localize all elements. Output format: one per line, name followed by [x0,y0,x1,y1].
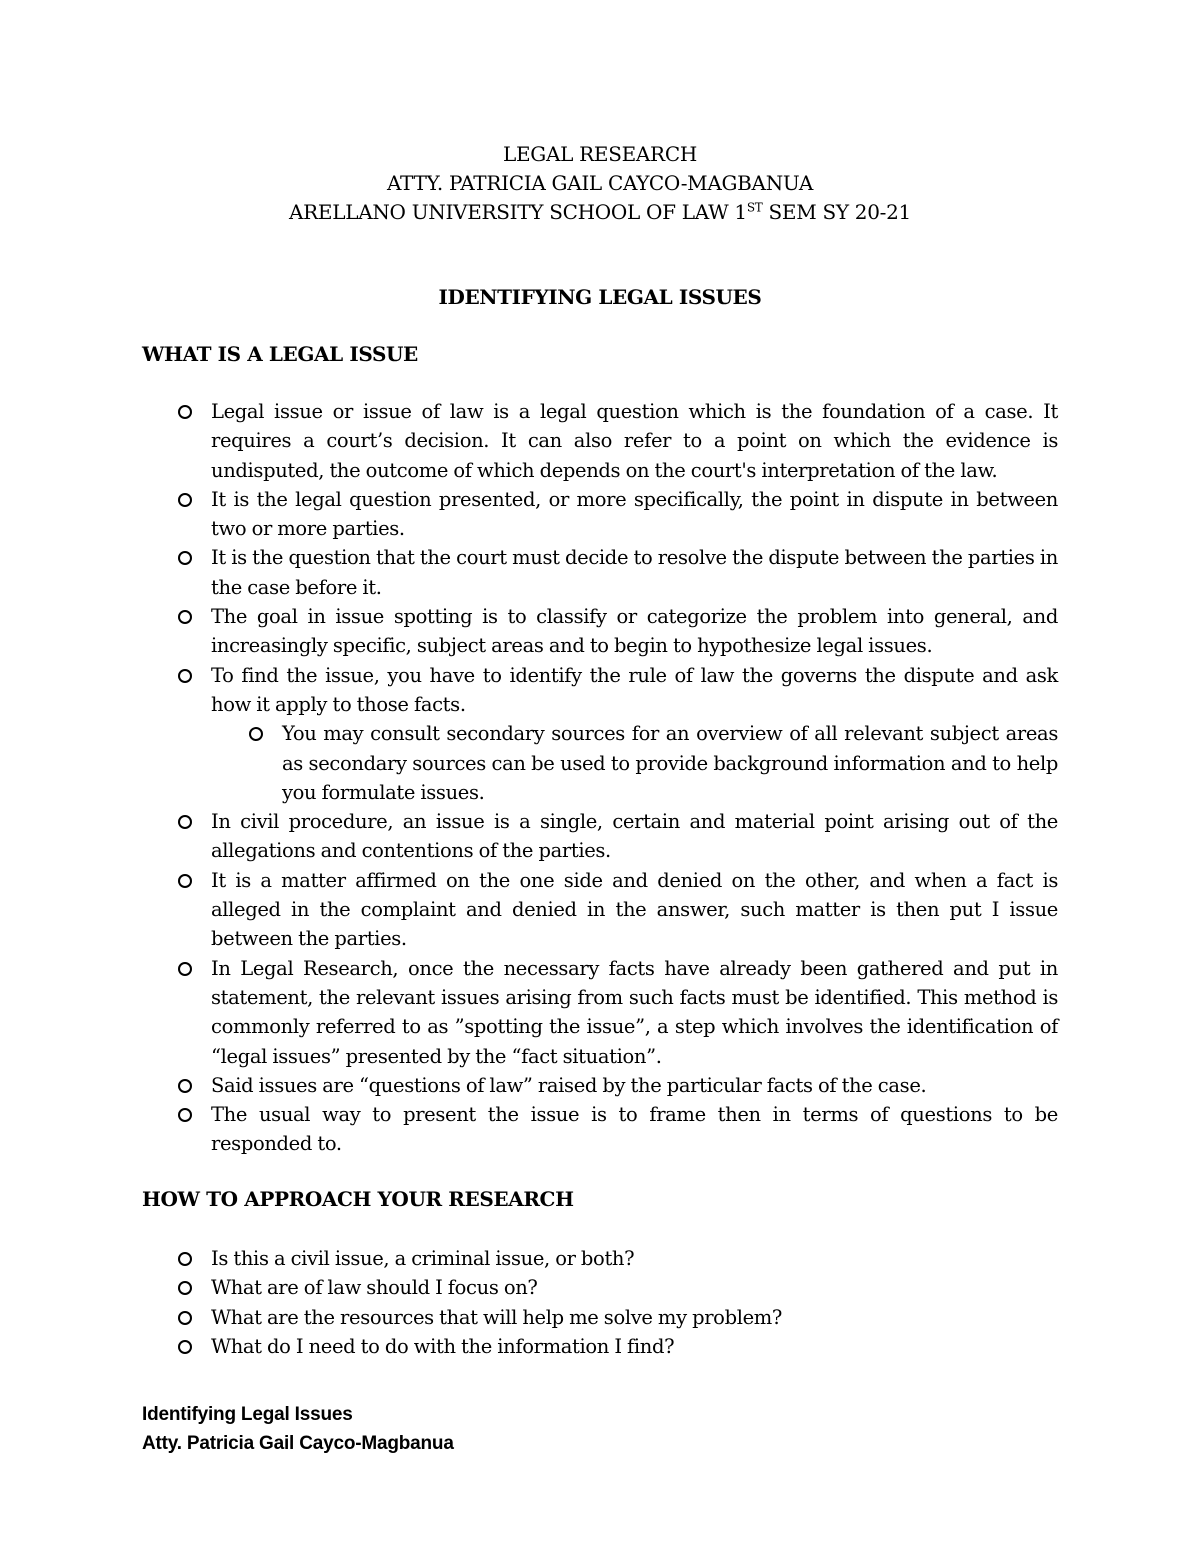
circle-bullet-icon [178,1252,192,1266]
circle-bullet-icon [178,551,192,565]
list-item [0,661,1058,720]
school-term [0,198,1200,227]
circle-bullet-icon [178,1311,192,1325]
list-item [0,866,1058,954]
list-item [0,397,1058,485]
list-item-text: It is the legal question presented, or more specifically, the point in dispute in between two or more parties. [211,487,1058,541]
list-item [0,602,1058,661]
document-title: IDENTIFYING LEGAL ISSUES [438,285,762,309]
list-item-text: Is this a civil issue, a criminal issue, or both? [211,1247,635,1270]
circle-bullet-icon [178,669,192,683]
list-item-text: The goal in issue spotting is to classify or categorize the problem into general, and increasingly specific, subject areas and to begin to hypothesize legal issues. [211,605,1058,658]
instructor-name: ATTY. PATRICIA GAIL CAYCO-MAGBANUA [387,171,813,195]
legal-issue-definition-list [0,397,1200,1159]
list-item [0,1244,1058,1273]
school-term-text: ARELLANO UNIVERSITY SCHOOL OF LAW 1 [289,200,747,224]
course-title: LEGAL RESEARCH [503,142,697,166]
list-item-text: What do I need to do with the information I find? [211,1334,675,1358]
list-item [0,1303,1058,1332]
list-item-text: It is a matter affirmed on the one side and denied on the other, and when a fact is alleged in the complaint and denied in the answer, such matter is then put I issue between the parties. [211,868,1058,951]
list-item [0,1273,1058,1302]
footer-title: Identifying Legal Issues [142,1404,353,1425]
section-heading-how-to-approach: HOW TO APPROACH YOUR RESEARCH [142,1187,574,1211]
list-item-text: What are the resources that will help me solve my problem? [211,1305,783,1329]
list-item-text: In Legal Research, once the necessary facts have already been gathered and put in statement, the relevant issues arising from such facts must be identified. This method is commonly referred to as ”spotting the issue”, a step which involves the identification of “legal issues” presented by the “fact situation”. [211,956,1058,1068]
ordinal-suffix: ST [746,200,763,215]
list-item [0,1071,1058,1100]
sub-list-item [0,719,1058,807]
list-item-text: In civil procedure, an issue is a single, certain and material point arising out of the allegations and contentions of the parties. [211,810,1058,863]
list-item [0,954,1058,1071]
section-heading-what-is-legal-issue: WHAT IS A LEGAL ISSUE [142,342,418,366]
list-item [0,1100,1058,1159]
list-item-text: What are of law should I focus on? [211,1276,538,1300]
document-header [0,140,1200,227]
circle-bullet-icon [178,405,192,419]
circle-bullet-icon [249,727,263,741]
circle-bullet-icon [178,815,192,829]
circle-bullet-icon [178,1281,192,1295]
circle-bullet-icon [178,1340,192,1354]
research-approach-list [0,1244,1200,1361]
circle-bullet-icon [178,610,192,624]
list-item-text: Said issues are “questions of law” raised by the particular facts of the case. [211,1073,927,1097]
circle-bullet-icon [178,962,192,976]
list-item [0,485,1058,544]
list-item [0,807,1058,866]
school-term-sem: SEM SY 20-21 [762,200,911,224]
list-item-text: Legal issue or issue of law is a legal question which is the foundation of a case. It requires a court’s decision. It can also refer to a point on which the evidence is undisputed, the outcome of which depends on the court's interpretation of the law. [211,400,1058,482]
list-item-text: The usual way to present the issue is to frame then in terms of questions to be responded to. [211,1103,1058,1156]
document-footer [142,1400,454,1458]
list-item-text: It is the question that the court must decide to resolve the dispute between the parties in the case before it. [211,546,1058,599]
circle-bullet-icon [178,1108,192,1122]
list-item [0,1332,1058,1361]
circle-bullet-icon [178,1079,192,1093]
list-item [0,543,1058,602]
list-item-text: You may consult secondary sources for an overview of all relevant subject areas as secondary sources can be used to provide background information and to help you formulate issues. [282,722,1058,804]
footer-author: Atty. Patricia Gail Cayco-Magbanua [142,1433,454,1454]
list-item-text: To find the issue, you have to identify the rule of law the governs the dispute and ask how it apply to those facts. [211,663,1058,716]
circle-bullet-icon [178,874,192,888]
circle-bullet-icon [178,493,192,507]
